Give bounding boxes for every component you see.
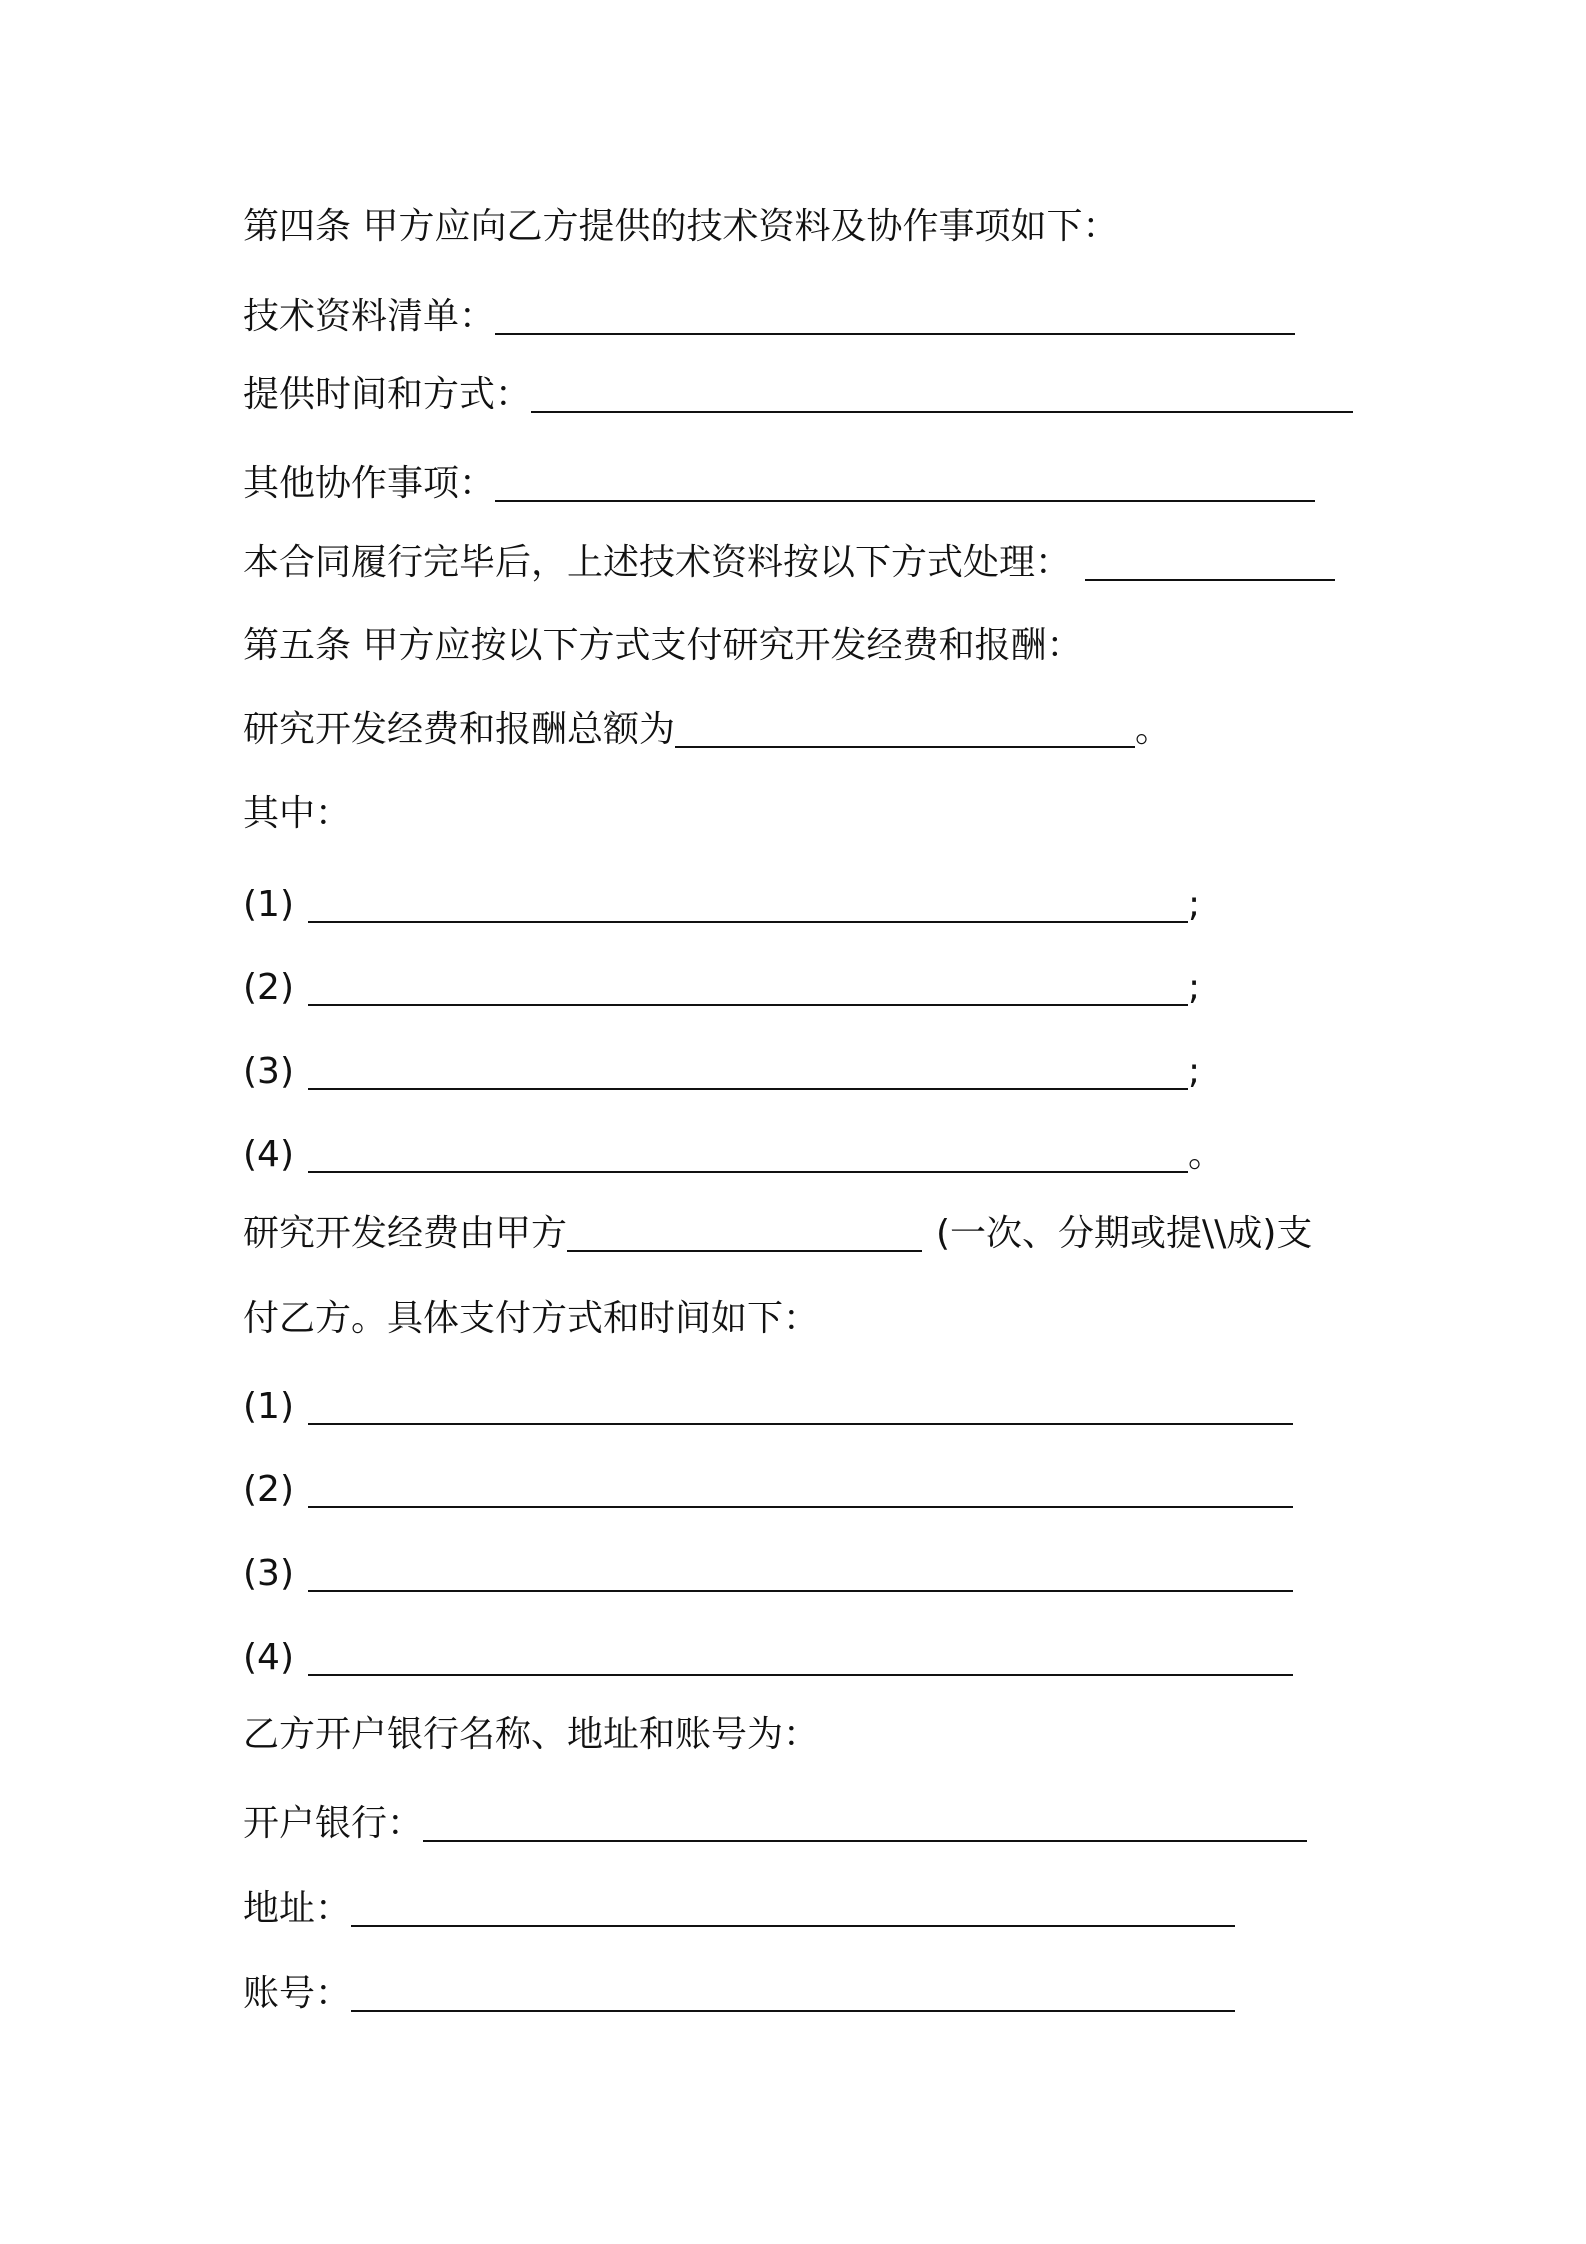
tech-list-row: [243, 295, 1295, 339]
account-row: [243, 1972, 1235, 2016]
item-row-2: [243, 966, 1200, 1010]
schedule-blank[interactable]: [308, 1472, 1293, 1508]
address-row: [243, 1887, 1235, 1931]
total-end: 。: [1135, 709, 1172, 750]
item-row-1: [243, 883, 1200, 927]
time-method-label: 提供时间和方式：: [243, 374, 532, 415]
article4-title-text: 第四条 甲方应向乙方提供的技术资料及协作事项如下：: [243, 206, 1119, 247]
bank-intro: 乙方开户银行名称、地址和账号为：: [243, 1714, 820, 1755]
pay-by-blank[interactable]: [567, 1216, 922, 1252]
total-label: 研究开发经费和报酬总额为: [243, 709, 676, 750]
schedule-num: (3): [243, 1553, 294, 1594]
other-coop-label: 其他协作事项：: [243, 463, 496, 504]
schedule-num: (1): [243, 1386, 294, 1427]
article5-title: [243, 624, 1082, 668]
item-end: ;: [1188, 967, 1201, 1008]
item-blank[interactable]: [308, 1137, 1188, 1173]
time-method-blank[interactable]: [531, 377, 1353, 413]
article4-title: [243, 205, 1118, 249]
tech-list-label: 技术资料清单：: [243, 296, 496, 337]
item-blank[interactable]: [308, 1054, 1188, 1090]
disposal-blank[interactable]: [1085, 545, 1335, 581]
bank-name-blank[interactable]: [423, 1806, 1307, 1842]
item-blank[interactable]: [308, 887, 1188, 923]
address-label: 地址：: [243, 1888, 352, 1929]
total-blank[interactable]: [675, 712, 1135, 748]
schedule-blank[interactable]: [308, 1389, 1293, 1425]
schedule-row-2: [243, 1468, 1293, 1512]
item-num: (2): [243, 967, 294, 1008]
address-blank[interactable]: [351, 1891, 1235, 1927]
bank-intro-row: [243, 1713, 819, 1757]
schedule-row-1: [243, 1385, 1293, 1429]
item-row-4: [243, 1133, 1224, 1177]
disposal-row: [243, 541, 1335, 585]
pay-by-label: 研究开发经费由甲方: [243, 1213, 568, 1254]
disposal-label: 本合同履行完毕后，上述技术资料按以下方式处理：: [243, 542, 1072, 583]
pay-method-hint: (一次、分期或提\\成)支: [936, 1213, 1313, 1254]
schedule-num: (4): [243, 1637, 294, 1678]
account-label: 账号：: [243, 1973, 352, 2014]
pay-by-row: [243, 1212, 1312, 1256]
item-end: ;: [1188, 884, 1201, 925]
article5-title-text: 第五条 甲方应按以下方式支付研究开发经费和报酬：: [243, 625, 1083, 666]
item-num: (1): [243, 884, 294, 925]
schedule-num: (2): [243, 1469, 294, 1510]
tech-list-blank[interactable]: [495, 299, 1295, 335]
item-blank[interactable]: [308, 970, 1188, 1006]
schedule-row-4: [243, 1636, 1293, 1680]
among-row: [243, 792, 351, 836]
other-coop-blank[interactable]: [495, 466, 1315, 502]
account-blank[interactable]: [351, 1976, 1235, 2012]
pay-to-row: [243, 1297, 819, 1341]
item-end: 。: [1188, 1134, 1225, 1175]
among-label: 其中：: [243, 793, 352, 834]
other-coop-row: [243, 462, 1315, 506]
item-num: (4): [243, 1134, 294, 1175]
bank-label: 开户银行：: [243, 1803, 424, 1844]
schedule-row-3: [243, 1552, 1293, 1596]
time-method-row: [243, 373, 1353, 417]
item-num: (3): [243, 1051, 294, 1092]
bank-name-row: [243, 1802, 1307, 1846]
pay-to-text: 付乙方。具体支付方式和时间如下：: [243, 1298, 820, 1339]
item-row-3: [243, 1050, 1200, 1094]
schedule-blank[interactable]: [308, 1640, 1293, 1676]
item-end: ;: [1188, 1051, 1201, 1092]
schedule-blank[interactable]: [308, 1556, 1293, 1592]
total-row: [243, 708, 1171, 752]
